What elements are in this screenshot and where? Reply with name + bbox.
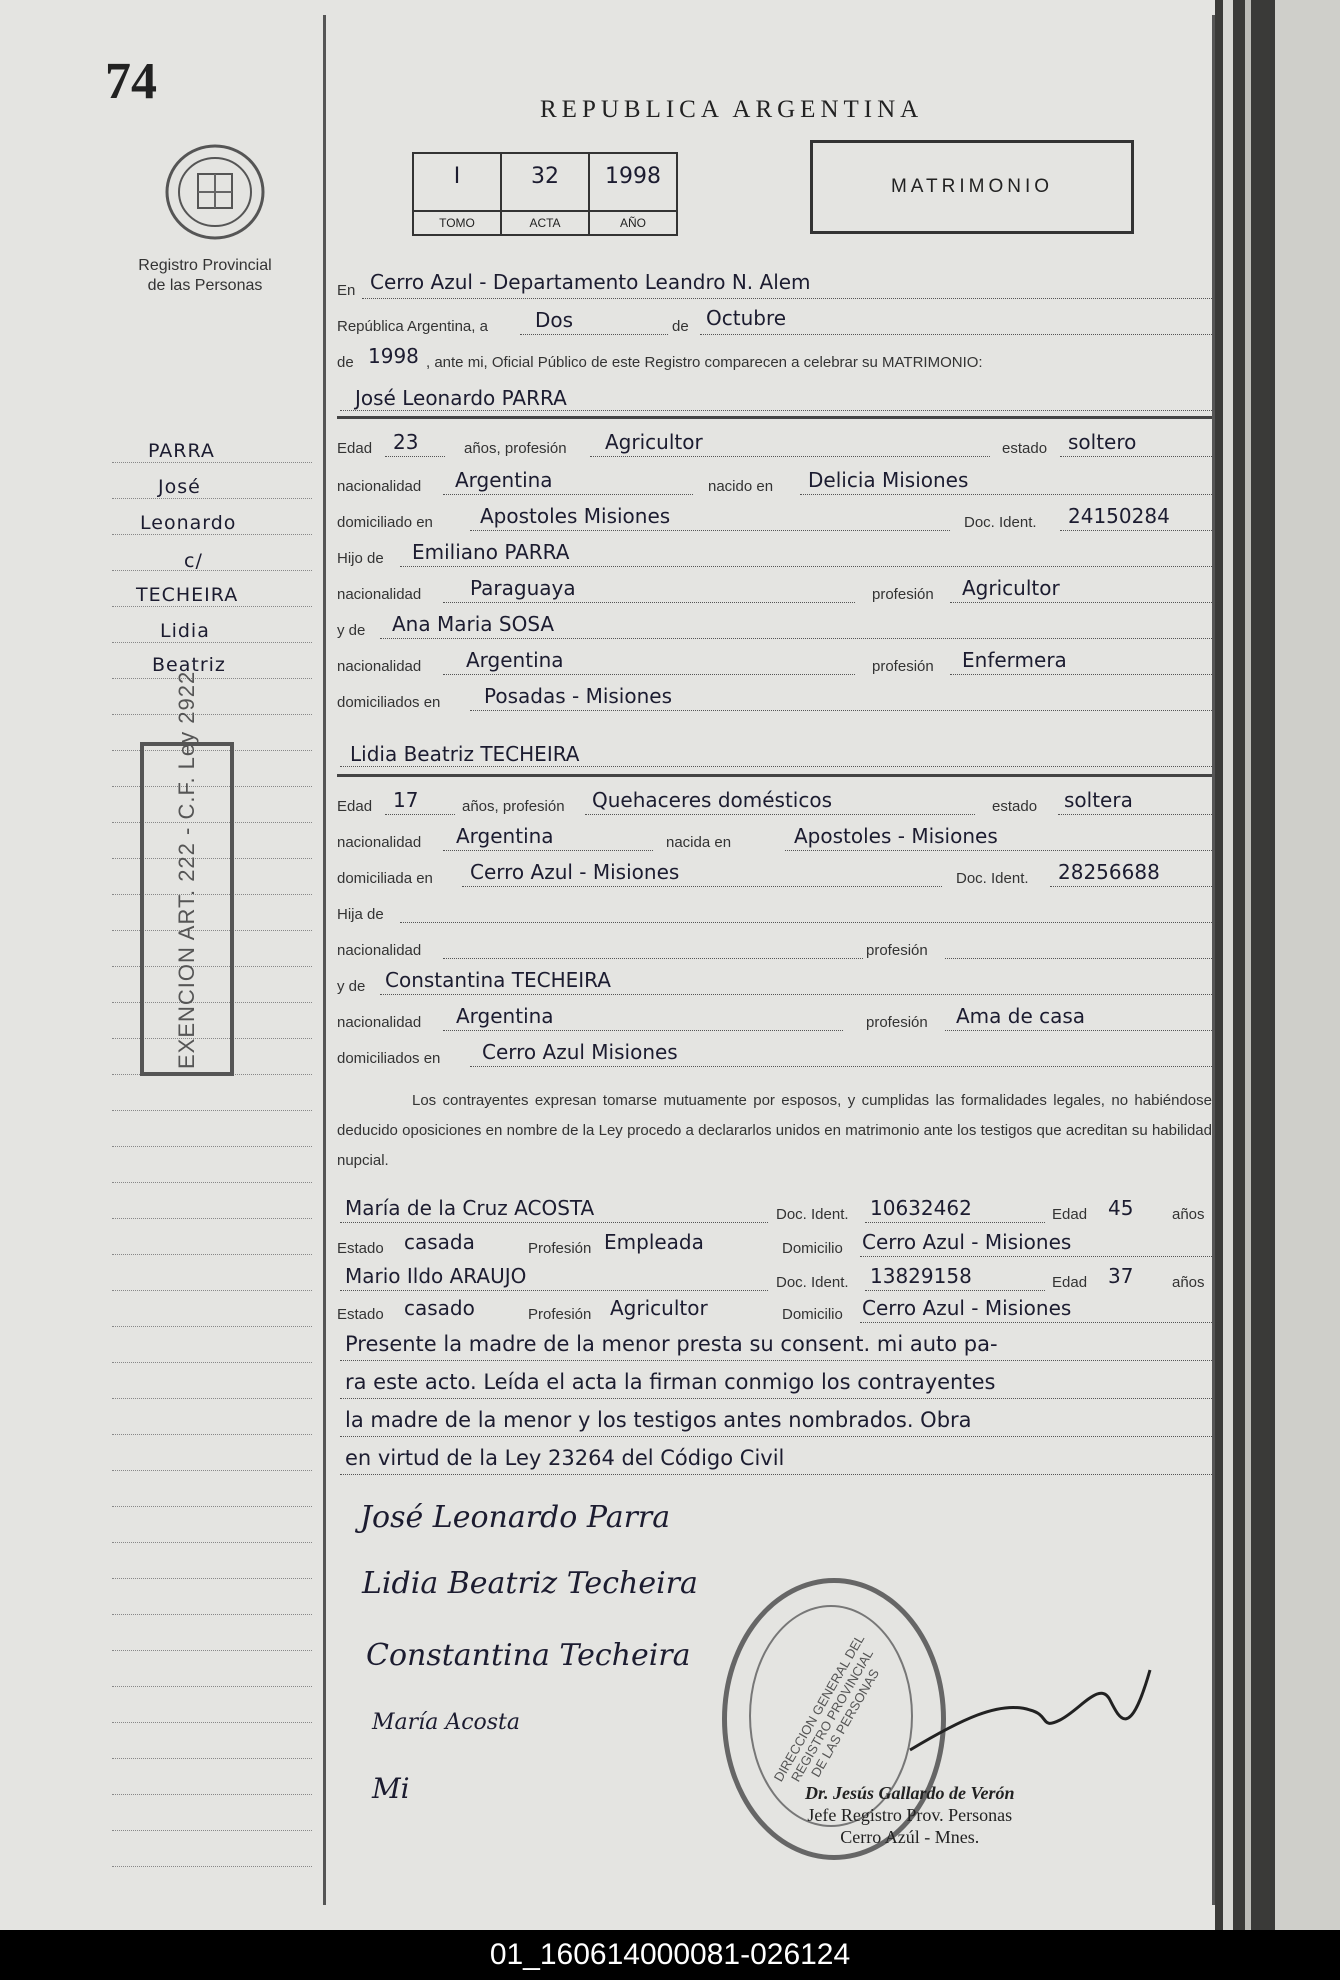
tomo-label: TOMO [414,210,500,234]
note-line: la madre de la menor y los testigos antes nombrados. Obra [345,1408,972,1432]
margin-ruled-line [112,570,312,571]
declaration-text: Los contrayentes expresan tomarse mutuamente por esposos, y cumplidas las formalidades legales, no habiéndose deducido oposiciones en nombre de la Ley procedo a declararlos unidos en matrimonio ante los testigos que acreditan su habilidad nupcial. [337,1092,1212,1169]
groom-madre-prof: Enfermera [962,648,1067,672]
witness-1-prof-label: Profesión [528,1240,592,1257]
witness-2-estado: casado [404,1296,475,1320]
witness-1-anos-label: años [1172,1206,1205,1223]
bride-estado-label: estado [992,798,1038,815]
margin-ruled-line [112,1110,312,1111]
seal-text: DIRECCION GENERAL DEL REGISTRO PROVINCIAL DE LAS PERSONAS [770,1631,883,1785]
bride-madre-nac: Argentina [456,1004,554,1028]
groom-doc: 24150284 [1068,504,1170,528]
registry-name [110,256,300,296]
witness-1-doc: 10632462 [870,1196,972,1220]
margin-rule [323,15,326,1905]
bride-doc: 28256688 [1058,860,1160,884]
witness-2-domicilio: Cerro Azul - Misiones [862,1296,1072,1320]
margin-ruled-line [112,1470,312,1471]
witness-2-doc: 13829158 [870,1264,972,1288]
witness-1-name: María de la Cruz ACOSTA [345,1196,595,1220]
margin-ruled-line [112,1398,312,1399]
groom-dom-label: domiciliado en [337,514,433,531]
bride-madre-prof-label: profesión [866,1014,928,1031]
groom-nacido: Delicia Misiones [808,468,969,492]
margin-ruled-line [112,1542,312,1543]
groom-domicilio: Apostoles Misiones [480,504,671,528]
margin-ruled-line [112,1362,312,1363]
groom-madre-prof-label: profesión [872,658,934,675]
bride-nacida: Apostoles - Misiones [794,824,998,848]
groom-anos-label: años, profesión [464,440,567,457]
witness-2-estado-label: Estado [337,1306,384,1323]
margin-ruled-line [112,1866,312,1867]
year-value: 1998 [368,344,419,368]
intro-text: , ante mi, Oficial Público de este Registro comparecen a celebrar su MATRIMONIO: [426,354,983,371]
groom-doc-label: Doc. Ident. [964,514,1037,531]
witness-1-estado-label: Estado [337,1240,384,1257]
margin-ruled-line [112,1182,312,1183]
tomo-acta-ano-box [412,152,678,236]
bride-domicilio: Cerro Azul - Misiones [470,860,680,884]
margin-name: Lidia [160,620,210,642]
margin-ruled-line [112,1218,312,1219]
day-value: Dos [535,308,574,332]
official-stamp-text [805,1782,1015,1848]
witness-2-anos-label: años [1172,1274,1205,1291]
bride-padre-prof-label: profesión [866,942,928,959]
groom-profesion: Agricultor [605,430,703,454]
groom-nacido-label: nacido en [708,478,774,495]
bride-padres-dom: Cerro Azul Misiones [482,1040,678,1064]
margin-name: c/ [184,550,203,572]
en-label: En [337,282,356,299]
groom-madre: Ana Maria SOSA [392,612,555,636]
acta-value: 32 [531,164,559,189]
witness-2-dom-label: Domicilio [782,1306,843,1323]
bride-profesion: Quehaceres domésticos [592,788,833,812]
margin-name: José [158,476,201,498]
margin-ruled-line [112,1146,312,1147]
note-line: en virtud de la Ley 23264 del Código Civil [345,1446,785,1470]
groom-padre-prof-label: profesión [872,586,934,603]
official-title: Jefe Registro Prov. Personas [807,1805,1013,1825]
margin-ruled-line [112,1578,312,1579]
groom-estado: soltero [1068,430,1137,454]
witness-2-edad: 37 [1108,1264,1134,1288]
witness-2-prof-label: Profesión [528,1306,592,1323]
signature-mother: Constantina Techeira [366,1638,691,1673]
margin-name: Beatriz [152,654,226,676]
margin-ruled-line [112,714,312,715]
witness-1-estado: casada [404,1230,475,1254]
matrimonio-box: MATRIMONIO [810,140,1134,234]
month-value: Octubre [706,306,787,330]
bride-nacida-label: nacida en [666,834,732,851]
signature-groom: José Leonardo Parra [360,1500,671,1535]
bride-doc-label: Doc. Ident. [956,870,1029,887]
registry-line-1: Registro Provincial [138,257,272,274]
margin-ruled-line [112,1254,312,1255]
groom-nac-label: nacionalidad [337,478,422,495]
groom-doms-label: domiciliados en [337,694,441,711]
acta-label: ACTA [502,210,588,234]
groom-madre-nac: Argentina [466,648,564,672]
signature-witness: María Acosta [372,1710,521,1735]
witness-1-domicilio: Cerro Azul - Misiones [862,1230,1072,1254]
bride-madre-prof: Ama de casa [956,1004,1086,1028]
margin-ruled-line [112,606,312,607]
ano-value: 1998 [605,164,661,189]
bride-edad-label: Edad [337,798,373,815]
margin-name: Leonardo [140,512,237,534]
groom-edad-label: Edad [337,440,373,457]
groom-padres-dom: Posadas - Misiones [484,684,672,708]
province-seal-icon [162,142,268,242]
bride-anos-label: años, profesión [462,798,565,815]
note-line: Presente la madre de la menor presta su consent. mi auto pa- [345,1332,998,1356]
bride-doms-label: domiciliados en [337,1050,441,1067]
groom-nacionalidad: Argentina [455,468,553,492]
witness-1-doc-label: Doc. Ident. [776,1206,849,1223]
margin-name: TECHEIRA [136,584,239,606]
witness-1-edad-label: Edad [1052,1206,1088,1223]
tomo-value: I [453,164,461,189]
margin-ruled-line [112,462,312,463]
exemption-stamp-text: EXENCION ART. 222 - C.F. Ley 2922 [174,670,199,1069]
margin-ruled-line [112,642,312,643]
groom-padre: Emiliano PARRA [412,540,570,564]
groom-edad: 23 [393,430,419,454]
witness-2-name: Mario Ildo ARAUJO [345,1264,527,1288]
margin-ruled-line [112,1686,312,1687]
official-signature-icon [900,1660,1160,1760]
bride-padre-nac-label: nacionalidad [337,942,422,959]
note-line: ra este acto. Leída el acta la firman conmigo los contrayentes [345,1370,996,1394]
margin-ruled-line [112,534,312,535]
groom-padre-prof: Agricultor [962,576,1060,600]
signature-bride: Lidia Beatriz Techeira [362,1566,698,1601]
ano-label: AÑO [590,210,676,234]
bride-nac-label: nacionalidad [337,834,422,851]
republica-label: República Argentina, a [337,318,488,335]
margin-ruled-line [112,678,312,679]
image-id-footer: 01_160614000081-026124 [0,1930,1340,1980]
groom-yde-label: y de [337,622,366,639]
bride-name: Lidia Beatriz TECHEIRA [350,742,580,766]
margin-ruled-line [112,1758,312,1759]
bride-nacionalidad: Argentina [456,824,554,848]
groom-madre-nac-label: nacionalidad [337,658,422,675]
official-name: Dr. Jesús Gallardo de Verón [805,1783,1015,1803]
witness-1-edad: 45 [1108,1196,1134,1220]
margin-ruled-line [112,1614,312,1615]
groom-hijo-label: Hijo de [337,550,384,567]
exemption-stamp [140,670,234,1076]
witness-1-dom-label: Domicilio [782,1240,843,1257]
bride-hija-label: Hija de [337,906,384,923]
witness-1-profesion: Empleada [604,1230,704,1254]
page-number: 74 [105,53,157,110]
page-title: REPUBLICA ARGENTINA [540,96,924,123]
margin-ruled-line [112,498,312,499]
margin-ruled-line [112,1506,312,1507]
bride-madre: Constantina TECHEIRA [385,968,611,992]
de-label-2: de [337,354,354,371]
place-value: Cerro Azul - Departamento Leandro N. Alem [370,270,811,294]
margin-ruled-line [112,1326,312,1327]
margin-ruled-line [112,1434,312,1435]
margin-ruled-line [112,1830,312,1831]
bride-madre-nac-label: nacionalidad [337,1014,422,1031]
bride-yde-label: y de [337,978,366,995]
margin-ruled-line [112,1794,312,1795]
witness-2-doc-label: Doc. Ident. [776,1274,849,1291]
witness-2-profesion: Agricultor [610,1296,708,1320]
margin-name: PARRA [148,440,215,462]
book-spine [1215,0,1340,1930]
margin-ruled-line [112,1722,312,1723]
groom-name: José Leonardo PARRA [355,386,567,410]
bride-estado: soltera [1064,788,1133,812]
witness-2-edad-label: Edad [1052,1274,1088,1291]
groom-estado-label: estado [1002,440,1048,457]
bride-dom-label: domiciliada en [337,870,433,887]
margin-ruled-line [112,1290,312,1291]
signature-witness-2: Mi [372,1772,410,1805]
bride-edad: 17 [393,788,419,812]
groom-padre-nac-label: nacionalidad [337,586,422,603]
registry-line-2: de las Personas [147,277,263,294]
margin-ruled-line [112,1650,312,1651]
groom-padre-nac: Paraguaya [470,576,576,600]
official-place: Cerro Azúl - Mnes. [840,1827,980,1847]
de-label: de [672,318,689,335]
